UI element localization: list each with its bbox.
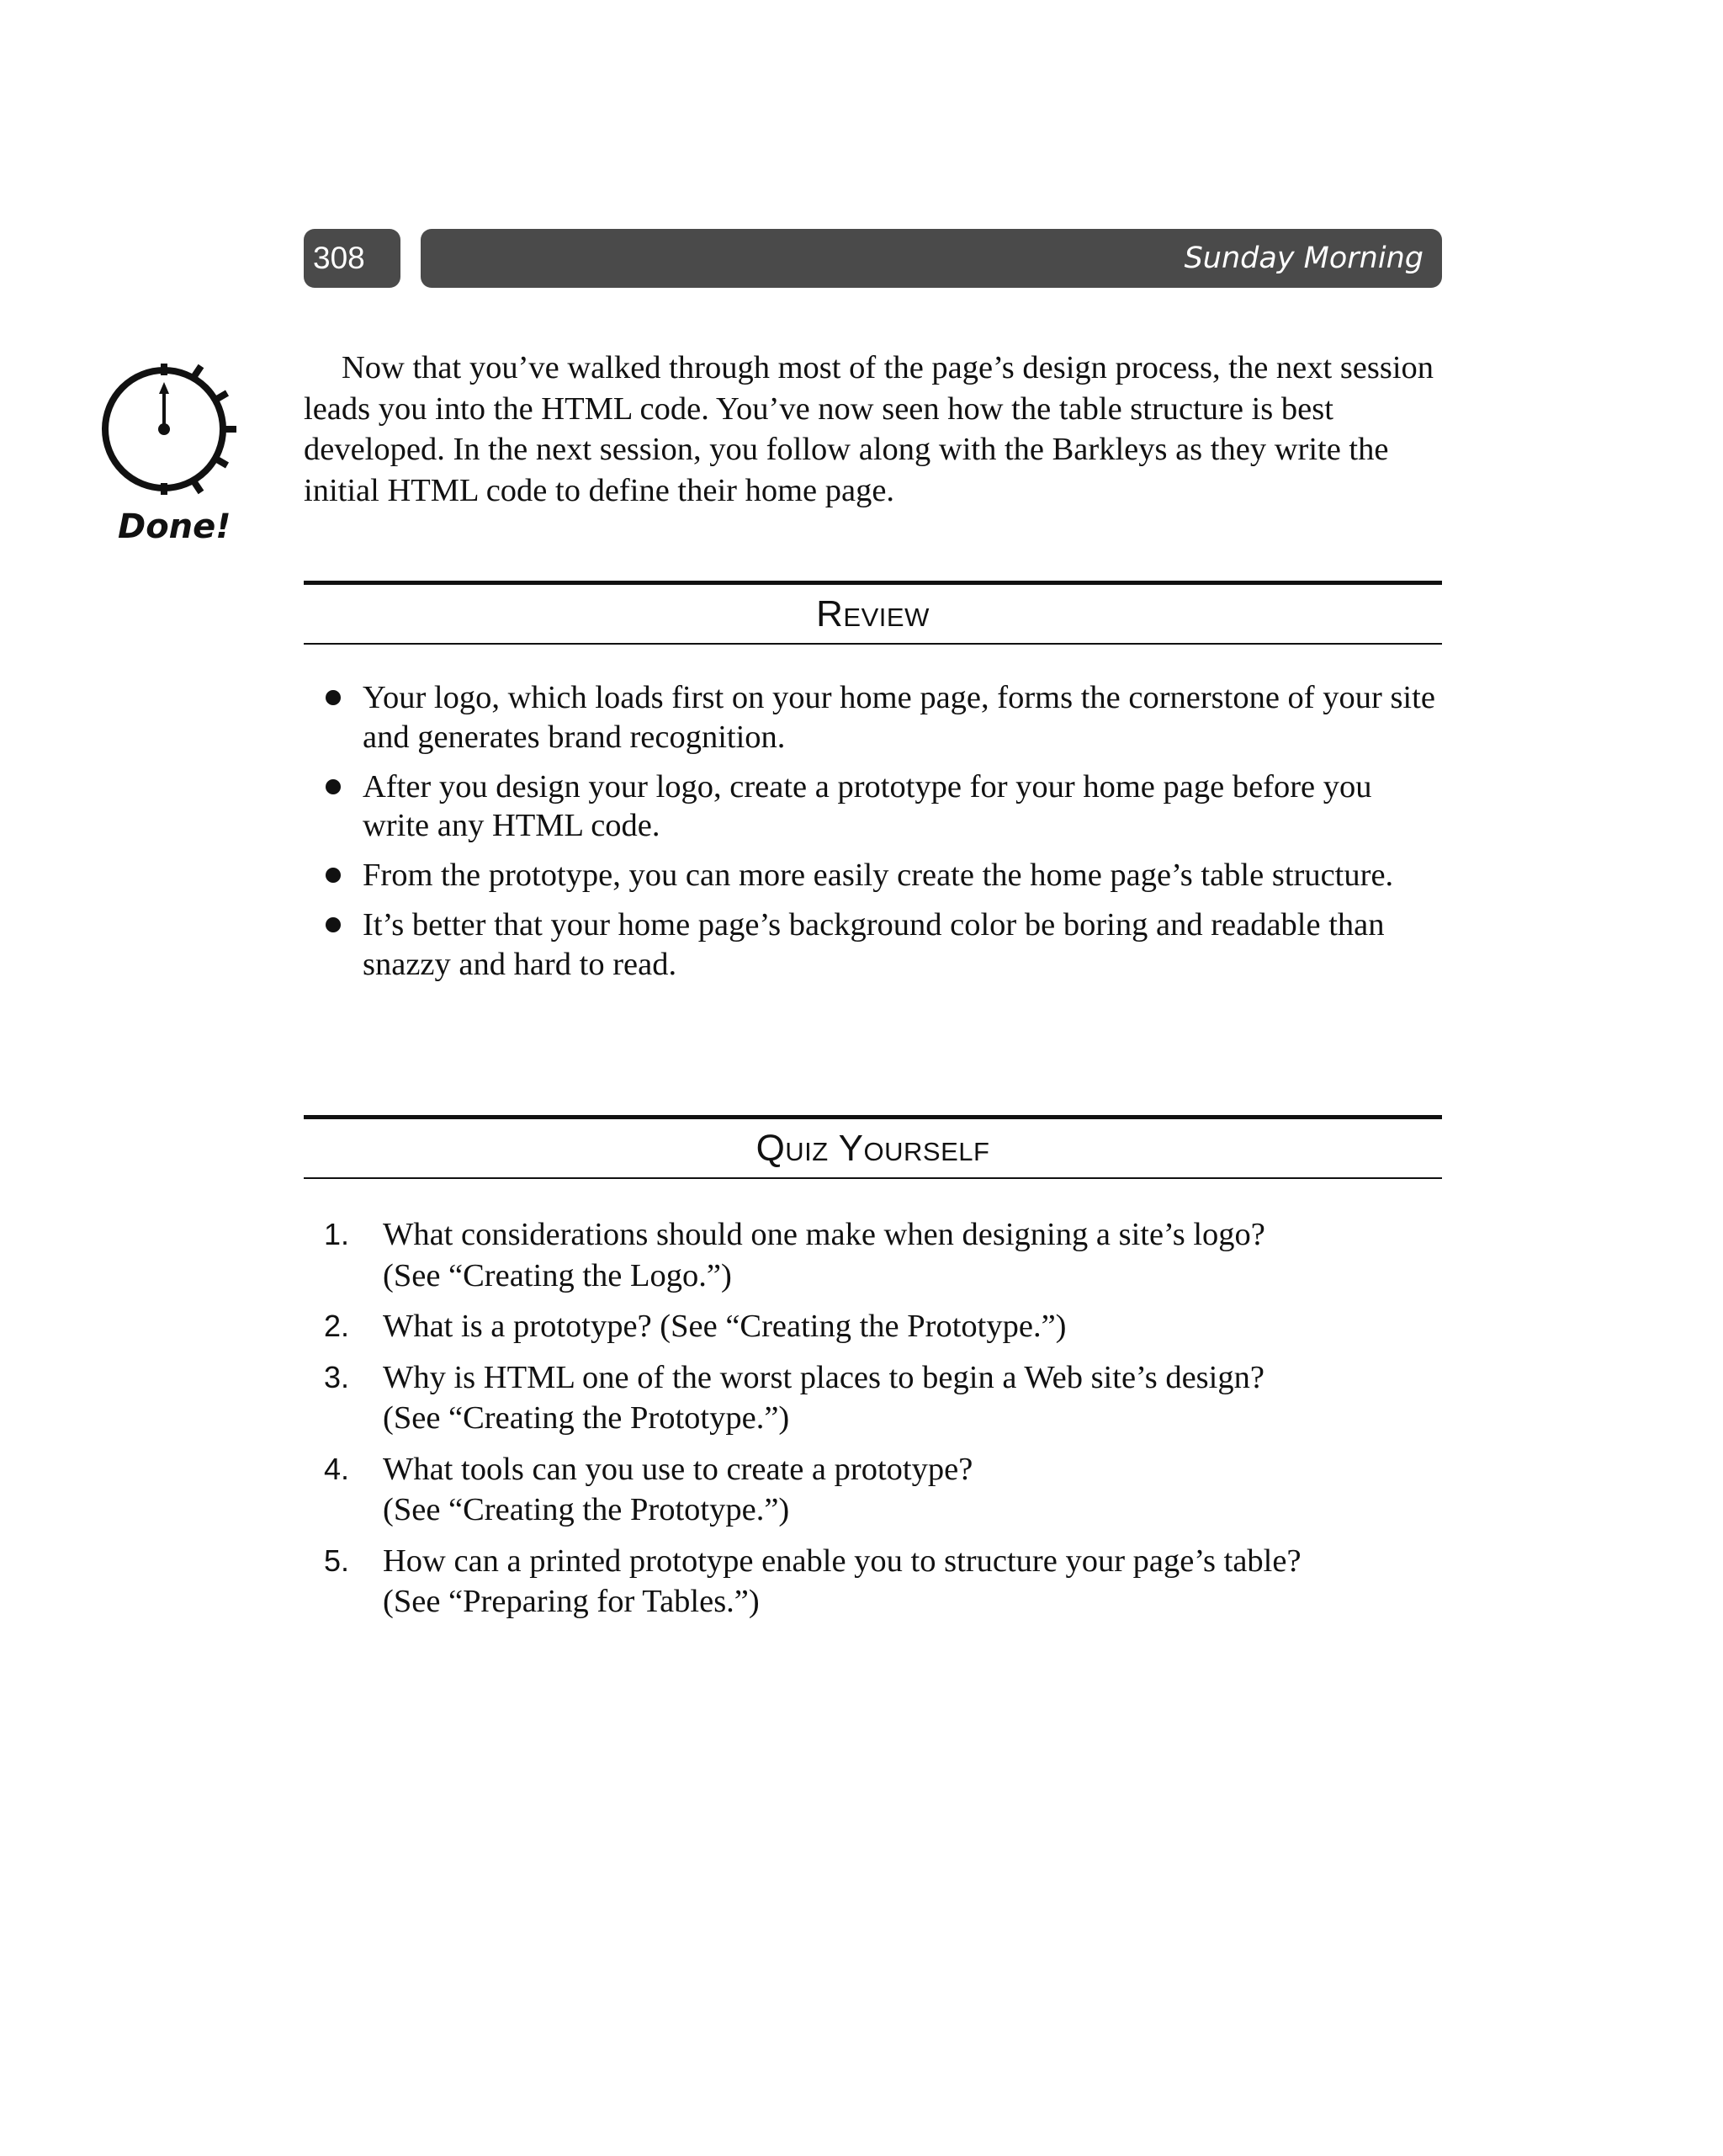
quiz-question: What is a prototype? <box>383 1309 652 1344</box>
quiz-reference: (See “Creating the Prototype.”) <box>383 1400 790 1436</box>
quiz-question: What considerations should one make when designing a site’s logo? <box>383 1217 1265 1252</box>
quiz-reference: (See “Creating the Logo.”) <box>383 1257 732 1293</box>
quiz-number: 4. <box>324 1451 350 1486</box>
quiz-item <box>304 1214 1442 1296</box>
quiz-question: Why is HTML one of the worst places to begin a Web site’s design? <box>383 1359 1264 1395</box>
quiz-heading: Quiz Yourself <box>304 1115 1442 1179</box>
quiz-number: 5. <box>324 1543 350 1578</box>
quiz-question: How can a printed prototype enable you to structure your page’s table? <box>383 1543 1302 1579</box>
review-heading: Review <box>304 581 1442 645</box>
quiz-question: What tools can you use to create a prototype? <box>383 1451 973 1487</box>
review-item <box>304 678 1442 757</box>
quiz-list <box>304 1214 1442 1633</box>
quiz-number: 3. <box>324 1359 350 1394</box>
quiz-item <box>304 1306 1442 1347</box>
review-item-text: It’s better that your home page’s background color be boring and readable than snazzy and hard to read. <box>363 906 1385 982</box>
bullet-icon <box>326 868 341 883</box>
page-number: 308 <box>304 229 400 288</box>
quiz-item <box>304 1541 1442 1622</box>
bullet-icon <box>326 779 341 794</box>
review-item <box>304 856 1442 895</box>
review-item-text: From the prototype, you can more easily create the home page’s table structure. <box>363 858 1394 894</box>
quiz-item <box>304 1449 1442 1531</box>
review-item <box>304 905 1442 985</box>
done-label: Done! <box>118 507 231 546</box>
review-item <box>304 767 1442 847</box>
quiz-number: 2. <box>324 1309 350 1343</box>
clock-icon <box>93 352 244 503</box>
quiz-item <box>304 1357 1442 1439</box>
bullet-icon <box>326 690 341 705</box>
review-list <box>304 678 1442 995</box>
quiz-number: 1. <box>324 1217 350 1251</box>
quiz-reference: (See “Creating the Prototype.”) <box>660 1309 1067 1344</box>
quiz-reference: (See “Preparing for Tables.”) <box>383 1584 760 1619</box>
review-item-text: Your logo, which loads first on your home page, forms the cornerstone of your site and generates brand recognition. <box>363 680 1435 755</box>
bullet-icon <box>326 917 341 932</box>
quiz-reference: (See “Creating the Prototype.”) <box>383 1492 790 1527</box>
running-head: Sunday Morning <box>421 229 1442 288</box>
review-item-text: After you design your logo, create a prototype for your home page before you write any HTML code. <box>363 768 1372 844</box>
intro-paragraph: Now that you’ve walked through most of the page’s design process, the next session leads you into the HTML code. You’ve now seen how the table structure is best developed. In the next session, you follow along with the Barkleys as they write the initial HTML code to define their home page. <box>304 350 1434 508</box>
